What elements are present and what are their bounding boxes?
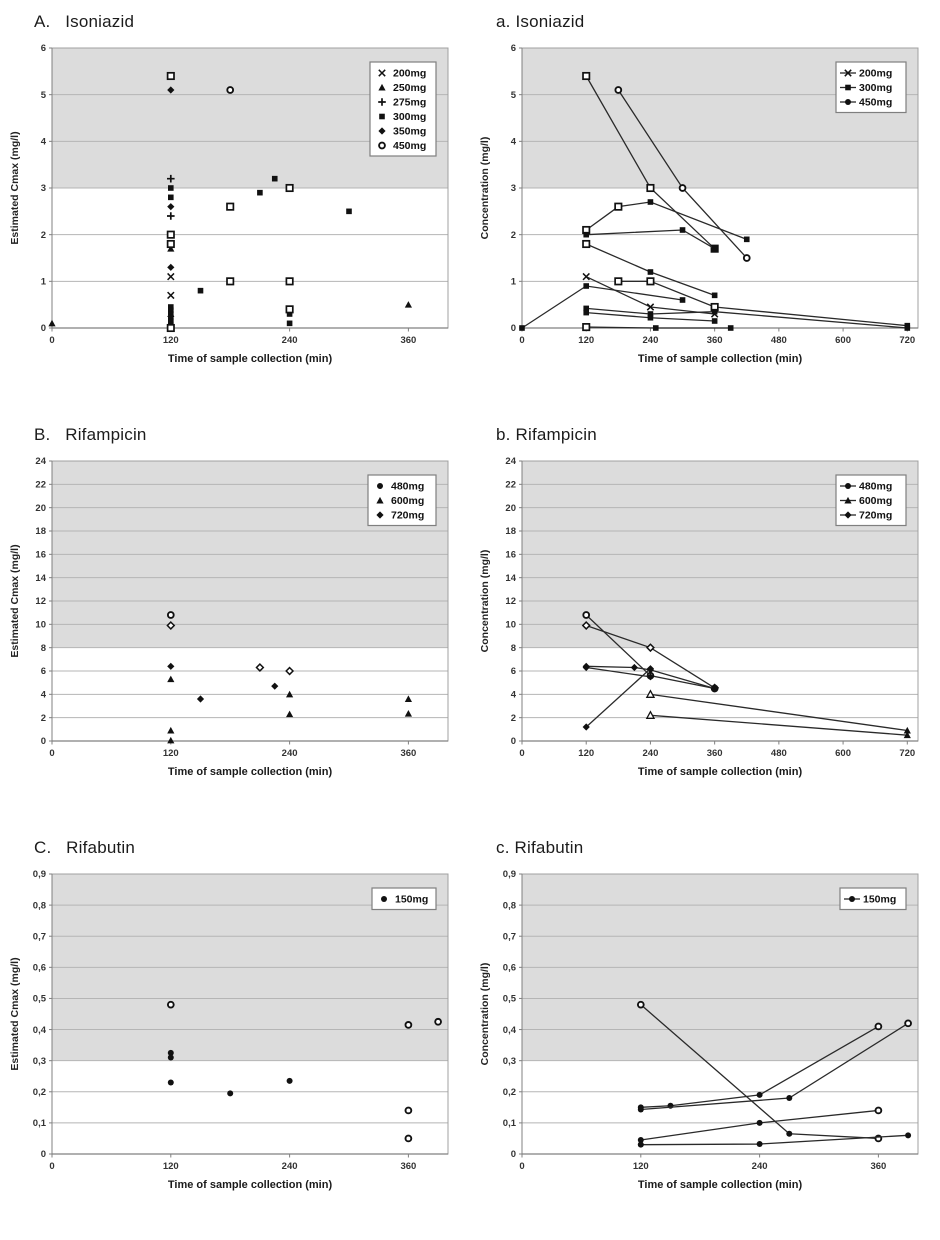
- x-tick-label: 120: [162, 335, 179, 346]
- y-tick-label: 4: [510, 689, 516, 701]
- y-tick-label: 0,7: [502, 931, 516, 943]
- x-tick-label: 720: [899, 335, 916, 346]
- y-tick-label: 5: [40, 89, 46, 101]
- legend-label: 600mg: [859, 495, 893, 508]
- y-tick-label: 6: [510, 666, 516, 678]
- series-scatter-200mg: [168, 273, 174, 298]
- legend-label: 350mg: [393, 125, 427, 138]
- x-axis: [519, 328, 918, 365]
- x-tick-label: 120: [162, 748, 179, 759]
- legend-label: 300mg: [859, 82, 893, 95]
- x-axis-title: Time of sample collection (min): [637, 766, 803, 778]
- y-tick-label: 2: [510, 712, 516, 724]
- y-axis-title: Concentration (mg/l): [479, 962, 491, 1066]
- panel-title: A. Isoniazid: [34, 12, 135, 31]
- legend-label: 275mg: [393, 96, 427, 109]
- panel-title: c. Rifabutin: [496, 838, 584, 857]
- legend-label: 300mg: [393, 111, 427, 124]
- y-tick-label: 12: [35, 596, 46, 608]
- chart-canvas-C: [6, 864, 456, 1204]
- y-axis-title: Estimated Cmax (mg/l): [9, 957, 21, 1071]
- panel-title: C. Rifabutin: [34, 838, 136, 857]
- x-tick-label: 600: [835, 335, 852, 346]
- y-tick-label: 0,6: [502, 962, 516, 974]
- x-tick-label: 0: [519, 1161, 525, 1172]
- y-tick-label: 4: [40, 689, 46, 701]
- y-tick-label: 24: [35, 456, 46, 468]
- legend-label: 200mg: [393, 67, 427, 80]
- panel-title: a. Isoniazid: [496, 12, 585, 31]
- series-scatter-300mg: [168, 176, 352, 330]
- y-axis-title: Concentration (mg/l): [479, 136, 491, 240]
- x-axis: [49, 328, 448, 365]
- x-tick-label: 120: [578, 748, 595, 759]
- y-tick-label: 10: [505, 619, 516, 631]
- y-tick-label: 8: [510, 642, 516, 654]
- legend: [836, 62, 906, 113]
- y-tick-label: 20: [35, 502, 46, 514]
- y-tick-label: 0: [40, 323, 46, 335]
- panel-title: b. Rifampicin: [496, 425, 597, 444]
- y-tick-label: 0: [40, 736, 46, 748]
- x-tick-label: 120: [632, 1161, 649, 1172]
- x-tick-label: 600: [835, 748, 852, 759]
- y-tick-label: 0: [510, 736, 516, 748]
- x-tick-label: 720: [899, 748, 916, 759]
- chart-canvas-c: [476, 864, 926, 1204]
- y-tick-label: 0,1: [32, 1118, 46, 1130]
- legend-label: 600mg: [391, 495, 425, 508]
- series-line-300mg: [615, 278, 910, 328]
- x-tick-label: 120: [578, 335, 595, 346]
- chart-canvas-a: [476, 38, 926, 378]
- x-tick-label: 240: [642, 335, 659, 346]
- x-tick-label: 240: [751, 1161, 768, 1172]
- legend-label: 480mg: [859, 480, 893, 493]
- y-axis: [479, 869, 522, 1160]
- series-line-300mg: [583, 227, 717, 251]
- y-tick-label: 0: [510, 1149, 516, 1161]
- y-tick-label: 14: [505, 572, 516, 584]
- chart-canvas-A: [6, 38, 456, 378]
- legend-label: 720mg: [859, 509, 893, 522]
- y-tick-label: 20: [505, 502, 516, 514]
- x-axis: [49, 741, 448, 778]
- legend-label: 250mg: [393, 82, 427, 95]
- series-scatter-250mg: [48, 245, 412, 326]
- y-tick-label: 22: [505, 479, 516, 491]
- x-tick-label: 0: [49, 335, 55, 346]
- y-tick-label: 8: [40, 642, 46, 654]
- series-scatter-450mg: [227, 87, 233, 93]
- y-tick-label: 14: [35, 572, 46, 584]
- y-tick-label: 18: [35, 526, 46, 538]
- legend-label: 480mg: [391, 480, 425, 493]
- panel-c-rifabutin-lines: [470, 826, 940, 1240]
- y-tick-label: 6: [40, 666, 46, 678]
- x-tick-label: 240: [281, 1161, 298, 1172]
- x-axis: [49, 1154, 448, 1191]
- legend: [840, 888, 906, 910]
- y-tick-label: 22: [35, 479, 46, 491]
- y-tick-label: 0,6: [32, 962, 46, 974]
- panel-a-isoniazid-lines: [470, 0, 940, 413]
- legend: [836, 475, 906, 526]
- y-tick-label: 0,3: [32, 1055, 46, 1067]
- x-tick-label: 0: [49, 748, 55, 759]
- y-tick-label: 12: [505, 596, 516, 608]
- y-tick-label: 2: [40, 229, 46, 241]
- y-tick-label: 4: [510, 136, 516, 148]
- y-tick-label: 0,4: [32, 1024, 46, 1036]
- y-tick-label: 5: [510, 89, 516, 101]
- y-tick-label: 0,5: [502, 993, 516, 1005]
- series-scatter-600mg: [167, 676, 412, 744]
- y-tick-label: 16: [35, 549, 46, 561]
- x-tick-label: 240: [642, 748, 659, 759]
- y-tick-label: 6: [510, 43, 516, 55]
- chart-canvas-B: [6, 451, 456, 791]
- y-tick-label: 3: [510, 183, 516, 195]
- y-tick-label: 18: [505, 526, 516, 538]
- y-tick-label: 24: [505, 456, 516, 468]
- x-tick-label: 0: [519, 748, 525, 759]
- x-tick-label: 0: [519, 335, 525, 346]
- legend-label: 450mg: [393, 140, 427, 153]
- series-line-300mg: [519, 283, 685, 331]
- legend: [372, 888, 436, 910]
- x-axis-title: Time of sample collection (min): [167, 1179, 333, 1191]
- y-tick-label: 0,2: [502, 1086, 516, 1098]
- y-tick-label: 0,4: [502, 1024, 516, 1036]
- y-tick-label: 2: [40, 712, 46, 724]
- y-tick-label: 0,9: [502, 869, 516, 881]
- legend-label: 150mg: [863, 893, 897, 906]
- x-tick-label: 360: [706, 335, 723, 346]
- legend-label: 150mg: [395, 893, 429, 906]
- x-tick-label: 360: [400, 335, 417, 346]
- y-axis-title: Estimated Cmax (mg/l): [9, 131, 21, 245]
- x-axis-title: Time of sample collection (min): [167, 353, 333, 365]
- x-tick-label: 360: [706, 748, 723, 759]
- series-line-300mg: [583, 241, 717, 298]
- legend-label: 450mg: [859, 96, 893, 109]
- y-tick-label: 0,8: [32, 900, 46, 912]
- panel-A-isoniazid-scatter: [0, 0, 470, 413]
- y-axis: [479, 456, 522, 747]
- y-tick-label: 0,5: [32, 993, 46, 1005]
- y-axis: [9, 456, 52, 747]
- x-tick-label: 0: [49, 1161, 55, 1172]
- y-axis: [9, 43, 52, 334]
- y-axis: [9, 869, 52, 1160]
- y-tick-label: 0: [40, 1149, 46, 1161]
- x-tick-label: 480: [770, 748, 787, 759]
- y-tick-label: 6: [40, 43, 46, 55]
- x-axis-title: Time of sample collection (min): [167, 766, 333, 778]
- legend-label: 200mg: [859, 67, 893, 80]
- series-line-150mg: [638, 1108, 882, 1143]
- y-tick-label: 2: [510, 229, 516, 241]
- y-tick-label: 0,7: [32, 931, 46, 943]
- panel-b-rifampicin-lines: [470, 413, 940, 826]
- y-tick-label: 0: [510, 323, 516, 335]
- panel-C-rifabutin-scatter: [0, 826, 470, 1240]
- series-line-300mg: [583, 324, 733, 331]
- y-axis: [479, 43, 522, 334]
- y-tick-label: 0,3: [502, 1055, 516, 1067]
- legend-label: 720mg: [391, 509, 425, 522]
- series-line-300mg: [583, 306, 910, 331]
- x-axis-title: Time of sample collection (min): [637, 1179, 803, 1191]
- x-tick-label: 240: [281, 335, 298, 346]
- x-tick-label: 480: [770, 335, 787, 346]
- legend: [368, 475, 436, 526]
- x-tick-label: 360: [400, 748, 417, 759]
- y-tick-label: 10: [35, 619, 46, 631]
- y-axis-title: Concentration (mg/l): [479, 549, 491, 653]
- y-tick-label: 0,8: [502, 900, 516, 912]
- y-tick-label: 0,2: [32, 1086, 46, 1098]
- y-axis-title: Estimated Cmax (mg/l): [9, 544, 21, 658]
- x-tick-label: 360: [400, 1161, 417, 1172]
- series-line-300mg: [583, 199, 750, 242]
- y-tick-label: 4: [40, 136, 46, 148]
- x-axis: [519, 1154, 918, 1191]
- y-tick-label: 1: [510, 276, 516, 288]
- y-tick-label: 0,9: [32, 869, 46, 881]
- y-tick-label: 16: [505, 549, 516, 561]
- x-tick-label: 240: [281, 748, 298, 759]
- series-line-720mg: [583, 665, 654, 731]
- series-line-600mg: [647, 691, 911, 734]
- panel-title: B. Rifampicin: [34, 425, 147, 444]
- x-tick-label: 120: [162, 1161, 179, 1172]
- panel-B-rifampicin-scatter: [0, 413, 470, 826]
- y-tick-label: 1: [40, 276, 46, 288]
- x-axis: [519, 741, 918, 778]
- chart-canvas-b: [476, 451, 926, 791]
- y-tick-label: 0,1: [502, 1118, 516, 1130]
- x-tick-label: 360: [870, 1161, 887, 1172]
- x-axis-title: Time of sample collection (min): [637, 353, 803, 365]
- y-tick-label: 3: [40, 183, 46, 195]
- legend: [370, 62, 436, 156]
- series-scatter-480mg: [168, 612, 174, 618]
